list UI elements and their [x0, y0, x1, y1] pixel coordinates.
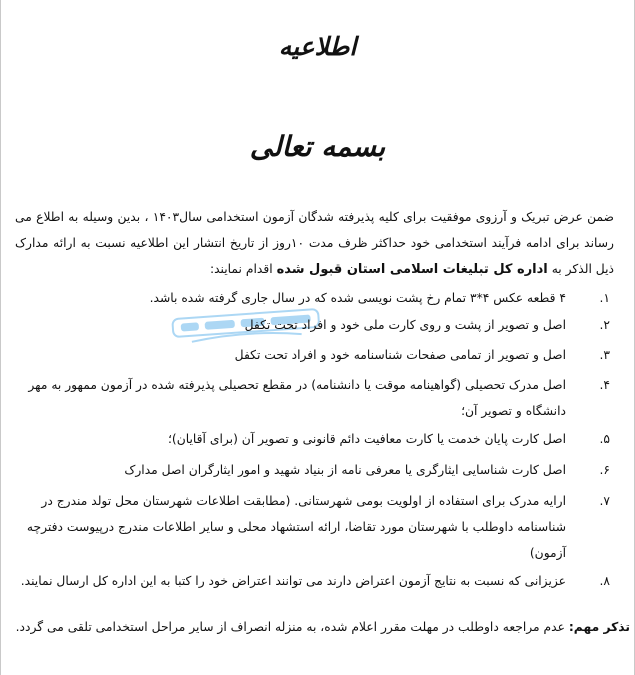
list-item-number: ۶. — [599, 463, 610, 477]
important-note — [15, 616, 630, 638]
list-item-number: ۴. — [599, 378, 610, 392]
list-item-number: ۱. — [599, 291, 610, 305]
requirements-list — [15, 285, 614, 622]
list-item-number: ۲. — [599, 318, 610, 332]
intro-paragraph — [15, 204, 614, 283]
list-item — [15, 372, 614, 426]
list-item — [15, 285, 614, 312]
list-item-number: ۸. — [599, 574, 610, 588]
list-item — [15, 312, 614, 342]
list-item-text: اصل مدرک تحصیلی (گواهینامه موقت یا دانشنامه) در مقطع تحصیلی پذیرفته شده در آزمون ممهور به مهر دانشگاه و تصویر آن؛ — [28, 378, 566, 418]
page-subtitle: بسمه تعالی — [249, 130, 386, 163]
list-item — [15, 488, 614, 568]
list-item-number: ۳. — [599, 348, 610, 362]
list-item — [15, 457, 614, 488]
list-item-text: ارایه مدرک برای استفاده از اولویت بومی شهرستانی. (مطابقت اطلاعات شهرستان محل تولد مندرج در شناسنامه داوطلب با شهرستان مورد تقاضا، ارائه استشهاد محلی و سایر اطلاعات مندرج درپیوست دفترچه آزمون) — [26, 494, 566, 560]
list-item-text: اصل و تصویر از پشت و روی کارت ملی خود و افراد تحت تکفل — [244, 318, 566, 332]
note-label: تذکر مهم: — [568, 620, 630, 634]
list-item — [15, 342, 614, 372]
note-text: عدم مراجعه داوطلب در مهلت مقرر اعلام شده، به منزله انصراف از سایر مراحل استخدامی تلقی می گردد. — [15, 620, 565, 634]
list-item-text: ۴ قطعه عکس ۴*۳ تمام رخ پشت نویسی شده که در سال جاری گرفته شده باشد. — [149, 291, 566, 305]
page-title: اطلاعیه — [278, 32, 357, 61]
intro-bold-text: اداره کل تبلیغات اسلامی استان قبول شده — [276, 262, 548, 277]
list-item — [15, 426, 614, 457]
list-item-text: اصل کارت پایان خدمت یا کارت معافیت دائم قانونی و تصویر آن (برای آقایان)؛ — [168, 432, 566, 446]
list-item-text: اصل کارت شناسایی ایثارگری یا معرفی نامه از بنیاد شهید و امور ایثارگران اصل مدارک — [124, 463, 566, 477]
intro-text-part2: اقدام نمایند: — [209, 262, 273, 276]
list-item-text: اصل و تصویر از تمامی صفحات شناسنامه خود و افراد تحت تکفل — [234, 348, 566, 362]
intro-text-part1: ضمن عرض تبریک و آرزوی موفقیت برای کلیه پذیرفته شدگان آزمون استخدامی سال۱۴۰۳ ، بدین وسیله به اطلاع می رساند برای ادامه فرآیند استخدامی خود حداکثر ظرف مدت ۱۰روز از تاریخ انتشار این اطلاعیه نسبت به ارائه مدارک ذیل الذکر به — [15, 210, 614, 276]
list-item-text: عزیزانی که نسبت به نتایج آزمون اعتراض دارند می توانند اعتراض خود را کتبا به این اداره کل ارسال نمایند. — [20, 574, 566, 588]
list-item-number: ۵. — [599, 432, 610, 446]
list-item-number: ۷. — [599, 494, 610, 508]
list-item — [15, 568, 614, 622]
